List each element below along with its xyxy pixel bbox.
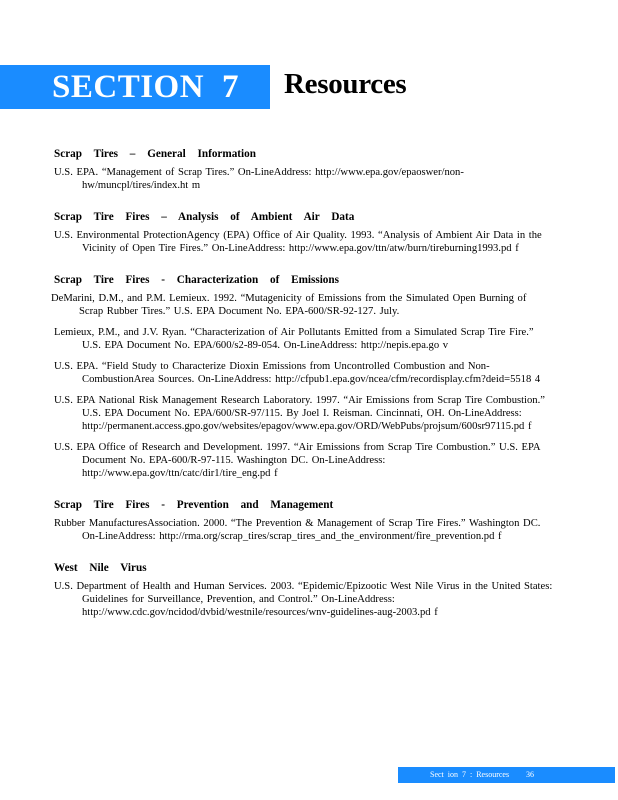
section-characterization-of-emissions <box>51 274 554 480</box>
section-label: SECTION <box>52 69 205 105</box>
section-heading: Scrap Tire Fires - Characterization of Emissions <box>54 274 339 286</box>
reference-entry: DeMarini, D.M., and P.M. Lemieux. 1992. “Mutagenicity of Emissions from the Simulated Open Burning of Scrap Rubber Tires.” U.S. EPA Document No. EPA-600/SR-92-127. July. <box>51 293 527 317</box>
section-number: 7 <box>222 69 239 105</box>
section-heading: Scrap Tire Fires - Prevention and Management <box>54 499 334 511</box>
section-general-information <box>54 148 554 192</box>
footer-section-label: Sect ion 7 : Resources <box>430 770 510 779</box>
section-west-nile-virus <box>54 562 554 619</box>
page-footer <box>398 767 615 783</box>
section-heading: West Nile Virus <box>54 562 147 574</box>
section-ambient-air-data <box>54 211 554 255</box>
section-prevention-and-management <box>54 499 554 543</box>
reference-entry: U.S. Department of Health and Human Services. 2003. “Epidemic/Epizootic West Nile Virus in the United States: Guidelines for Surveillance, Prevention, and Control.” On-LineAddress: http://www.cdc.gov/ncidod/dvbid/westnile/resources/wnv-guidelines-aug-2003.pd f <box>54 581 553 618</box>
reference-entry: U.S. EPA. “Management of Scrap Tires.” On-LineAddress: http://www.epa.gov/epaoswer/non-hw/muncpl/tires/index.ht m <box>54 167 464 191</box>
page-title: Resources <box>284 68 407 100</box>
reference-entry: U.S. EPA. “Field Study to Characterize Dioxin Emissions from Uncontrolled Combustion and Non-CombustionArea Sources. On-LineAddress: http://cfpub1.epa.gov/ncea/cfm/recordisplay.cfm?deid=5518 4 <box>54 361 541 385</box>
section-heading: Scrap Tire Fires – Analysis of Ambient Air Data <box>54 211 355 223</box>
reference-entry: U.S. Environmental ProtectionAgency (EPA) Office of Air Quality. 1993. “Analysis of Ambient Air Data in the Vicinity of Open Tire Fires.” On-LineAddress: http://www.epa.gov/ttn/atw/burn/tireburning1993.pd f <box>54 230 542 254</box>
section-heading: Scrap Tires – General Information <box>54 148 256 160</box>
reference-entry: U.S. EPA Office of Research and Development. 1997. “Air Emissions from Scrap Tire Combustion.” U.S. EPA Document No. EPA-600/R-97-115. Washington DC. On-LineAddress: http://www.epa.gov/ttn/catc/dir1/tire_eng.pd f <box>54 442 541 479</box>
page-number: 36 <box>526 770 534 779</box>
reference-entry: U.S. EPA National Risk Management Research Laboratory. 1997. “Air Emissions from Scrap Tire Combustion.” U.S. EPA Document No. EPA/600/SR-97/115. By Joel I. Reisman. Cincinnati, OH. On-LineAddress: http://permanent.access.gpo.gov/websites/epagov/www.epa.gov/ORD/WebPubs/projsum/600sr97115.pd f <box>54 395 545 432</box>
reference-entry: Lemieux, P.M., and J.V. Ryan. “Characterization of Air Pollutants Emitted from a Simulated Scrap Tire Fire.” U.S. EPA Document No. EPA/600/s2-89-054. On-LineAddress: http://nepis.epa.go v <box>54 327 534 351</box>
resource-list <box>51 148 554 619</box>
section-banner <box>0 65 270 109</box>
reference-entry: Rubber ManufacturesAssociation. 2000. “The Prevention & Management of Scrap Tire Fires.” Washington DC. On-LineAddress: http://rma.org/scrap_tires/scrap_tires_and_the_environment/fire_prevention.pd f <box>54 518 541 542</box>
